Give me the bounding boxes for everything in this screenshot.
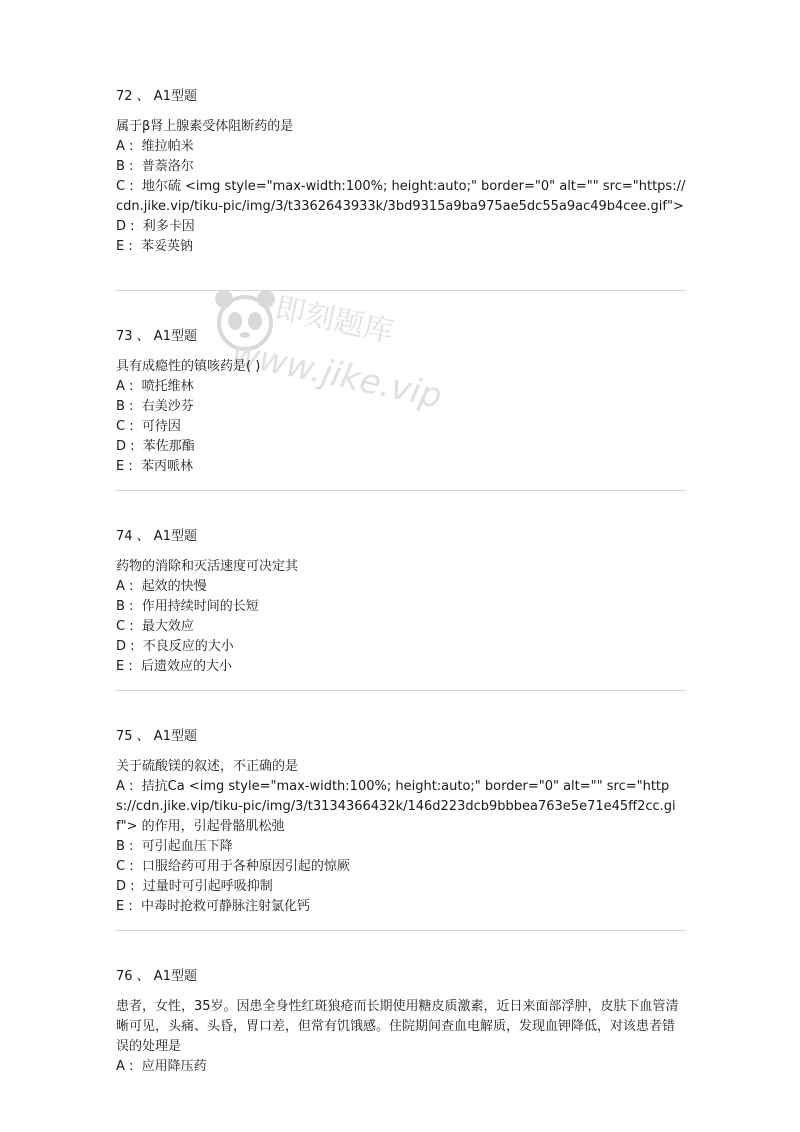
option-letter: D : <box>116 439 135 454</box>
option-text: 苯佐那酯 <box>142 439 195 454</box>
option-a <box>116 777 686 837</box>
option-text: 应用降压药 <box>141 1059 207 1074</box>
option-letter: A : <box>116 779 134 794</box>
option-letter: A : <box>116 1059 134 1074</box>
question-74 <box>116 527 686 677</box>
divider <box>116 930 686 931</box>
option-a <box>116 377 686 397</box>
question-number: 75 、 A1型题 <box>116 729 197 744</box>
watermark-site: www.jike.vip <box>228 333 446 417</box>
question-number: 74 、 A1型题 <box>116 529 197 544</box>
option-b <box>116 597 686 617</box>
question-stem: 患者，女性，35岁。因患全身性红斑狼疮而长期使用糖皮质激素，近日来面部浮肿，皮肤下血管清晰可见，头痛、头昏，胃口差，但常有饥饿感。住院期间查血电解质，发现血钾降低，对该患者错误的处理是 <box>116 999 679 1054</box>
option-e <box>116 237 686 257</box>
option-text: 普萘洛尔 <box>141 159 194 174</box>
option-text: 苯妥英钠 <box>141 239 194 254</box>
option-letter: B : <box>116 599 134 614</box>
question-stem: 关于硫酸镁的叙述，不正确的是 <box>116 759 299 774</box>
option-letter: D : <box>116 219 135 234</box>
option-d <box>116 877 686 897</box>
option-letter: D : <box>116 639 135 654</box>
question-number: 72 、 A1型题 <box>116 89 197 104</box>
option-c <box>116 857 686 877</box>
option-letter: B : <box>116 399 134 414</box>
question-stem: 具有成瘾性的镇咳药是( ) <box>116 359 261 374</box>
option-text: 可引起血压下降 <box>141 839 233 854</box>
question-stem: 药物的消除和灭活速度可决定其 <box>116 559 299 574</box>
question-73 <box>116 327 686 477</box>
option-text: 中毒时抢救可静脉注射氯化钙 <box>141 899 311 914</box>
option-e <box>116 657 686 677</box>
question-number: 76 、 A1型题 <box>116 969 197 984</box>
option-letter: E : <box>116 459 133 474</box>
option-text: 最大效应 <box>141 619 194 634</box>
option-text: 维拉帕米 <box>141 139 194 154</box>
option-text: 口服给药可用于各种原因引起的惊厥 <box>141 859 350 874</box>
option-d <box>116 637 686 657</box>
option-text: 地尔硫 <img style="max-width:100%; height:auto;" border="0" alt="" src="https://cdn.jike.vip/tiku-pic/img/3/t3362643933k/3bd9315a9ba975ae5dc55a9ac49b4cee.gif"> <box>116 179 686 214</box>
option-e <box>116 457 686 477</box>
option-text: 可待因 <box>141 419 181 434</box>
option-b <box>116 397 686 417</box>
option-letter: C : <box>116 179 134 194</box>
option-text: 作用持续时间的长短 <box>141 599 259 614</box>
option-letter: A : <box>116 379 134 394</box>
divider <box>116 290 686 291</box>
option-c <box>116 617 686 637</box>
question-76 <box>116 967 686 1077</box>
option-a <box>116 577 686 597</box>
option-letter: A : <box>116 579 134 594</box>
option-a <box>116 1057 686 1077</box>
divider <box>116 690 686 691</box>
option-letter: C : <box>116 859 134 874</box>
option-text: 拮抗Ca <img style="max-width:100%; height:auto;" border="0" alt="" src="https://cdn.jike.vip/tiku-pic/img/3/t3134366432k/146d223dcb9bbbea763e5e71e45ff2cc.gif"> 的作用，引起骨骼肌松弛 <box>116 779 676 834</box>
option-letter: C : <box>116 419 134 434</box>
option-text: 喷托维林 <box>141 379 194 394</box>
option-d <box>116 437 686 457</box>
option-text: 利多卡因 <box>142 219 195 234</box>
option-text: 不良反应的大小 <box>142 639 234 654</box>
question-number: 73 、 A1型题 <box>116 329 197 344</box>
question-72 <box>116 87 686 257</box>
option-letter: D : <box>116 879 135 894</box>
option-letter: B : <box>116 839 134 854</box>
divider <box>116 490 686 491</box>
option-text: 过量时可引起呼吸抑制 <box>142 879 273 894</box>
question-75 <box>116 727 686 917</box>
option-letter: E : <box>116 239 133 254</box>
option-c <box>116 177 686 217</box>
question-stem: 属于β肾上腺素受体阻断药的是 <box>116 119 294 134</box>
option-e <box>116 897 686 917</box>
option-letter: E : <box>116 899 133 914</box>
option-text: 右美沙芬 <box>141 399 194 414</box>
option-b <box>116 157 686 177</box>
option-a <box>116 137 686 157</box>
option-d <box>116 217 686 237</box>
option-letter: E : <box>116 659 133 674</box>
option-b <box>116 837 686 857</box>
option-letter: B : <box>116 159 134 174</box>
option-text: 后遗效应的大小 <box>141 659 233 674</box>
option-letter: C : <box>116 619 134 634</box>
option-letter: A : <box>116 139 134 154</box>
option-text: 起效的快慢 <box>141 579 207 594</box>
watermark-brand: 即刻题库 <box>271 290 397 351</box>
option-c <box>116 417 686 437</box>
option-text: 苯丙哌林 <box>141 459 194 474</box>
